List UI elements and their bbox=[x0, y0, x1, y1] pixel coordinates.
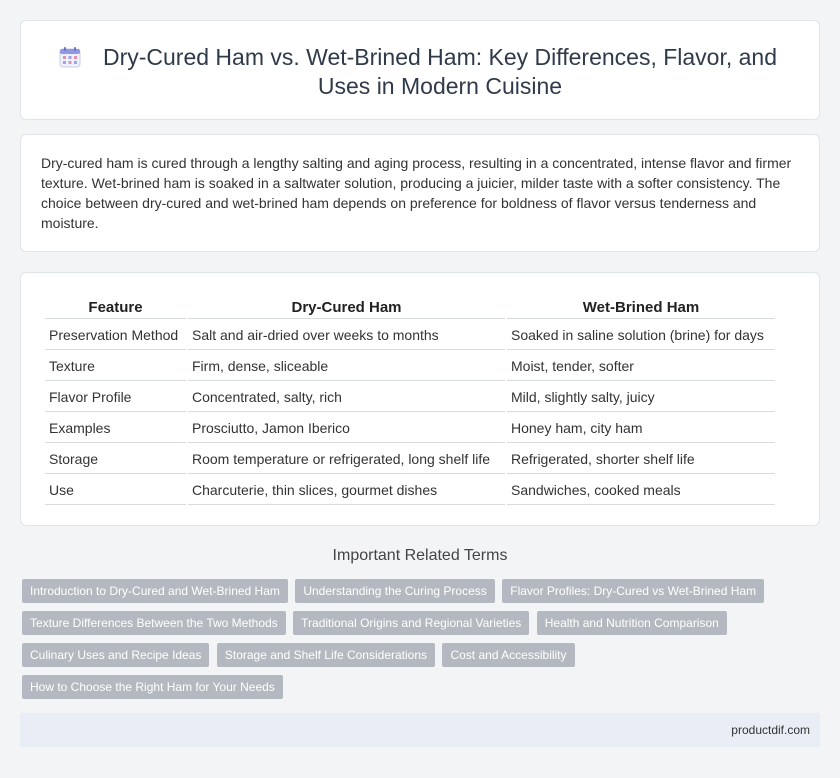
dry-cured-cell: Charcuterie, thin slices, gourmet dishes bbox=[188, 476, 505, 505]
table-card bbox=[20, 272, 820, 526]
feature-cell: Examples bbox=[45, 414, 186, 443]
title-wrap bbox=[21, 43, 819, 101]
table-row bbox=[45, 321, 775, 350]
dry-cured-cell: Room temperature or refrigerated, long shelf life bbox=[188, 445, 505, 474]
related-term-tag[interactable]: Texture Differences Between the Two Methods bbox=[22, 611, 286, 635]
feature-cell: Preservation Method bbox=[45, 321, 186, 350]
related-term-tag[interactable]: Understanding the Curing Process bbox=[295, 579, 494, 603]
table-header-row bbox=[45, 297, 775, 319]
dry-cured-cell: Salt and air-dried over weeks to months bbox=[188, 321, 505, 350]
wet-brined-cell: Moist, tender, softer bbox=[507, 352, 775, 381]
feature-cell: Flavor Profile bbox=[45, 383, 186, 412]
dry-cured-cell: Firm, dense, sliceable bbox=[188, 352, 505, 381]
wet-brined-cell: Soaked in saline solution (brine) for days bbox=[507, 321, 775, 350]
intro-card bbox=[20, 134, 820, 252]
related-terms-heading: Important Related Terms bbox=[332, 547, 508, 564]
related-term-tag[interactable]: Cost and Accessibility bbox=[442, 643, 574, 667]
wet-brined-cell: Refrigerated, shorter shelf life bbox=[507, 445, 775, 474]
intro-text: Dry-cured ham is cured through a lengthy salting and aging process, resulting in a concentrated, intense flavor and firmer texture. Wet-brined ham is soaked in a saltwater solution, producing a juicier, milder taste with a softer consistency. The choice between dry-cured and wet-brined ham depends on preference for boldness of flavor versus tenderness and moisture. bbox=[41, 155, 792, 231]
table-row bbox=[45, 383, 775, 412]
related-term-tag[interactable]: Storage and Shelf Life Considerations bbox=[217, 643, 435, 667]
comparison-table bbox=[43, 295, 777, 507]
title-card bbox=[20, 20, 820, 120]
feature-cell: Use bbox=[45, 476, 186, 505]
table-row bbox=[45, 445, 775, 474]
footer-site-link[interactable]: productdif.com bbox=[731, 723, 810, 737]
wet-brined-cell: Honey ham, city ham bbox=[507, 414, 775, 443]
table-row bbox=[45, 476, 775, 505]
header-dry-cured: Dry-Cured Ham bbox=[188, 297, 505, 319]
wet-brined-cell: Sandwiches, cooked meals bbox=[507, 476, 775, 505]
page-title: Dry-Cured Ham vs. Wet-Brined Ham: Key Differences, Flavor, and Uses in Modern Cuisine bbox=[102, 44, 778, 99]
dry-cured-cell: Prosciutto, Jamon Iberico bbox=[188, 414, 505, 443]
related-term-tag[interactable]: Traditional Origins and Regional Varieties bbox=[293, 611, 529, 635]
feature-cell: Texture bbox=[45, 352, 186, 381]
table-row bbox=[45, 414, 775, 443]
table-row bbox=[45, 352, 775, 381]
related-term-tag[interactable]: How to Choose the Right Ham for Your Needs bbox=[22, 675, 283, 699]
related-term-tag[interactable]: Introduction to Dry-Cured and Wet-Brined Ham bbox=[22, 579, 288, 603]
dry-cured-cell: Concentrated, salty, rich bbox=[188, 383, 505, 412]
related-term-tag[interactable]: Health and Nutrition Comparison bbox=[537, 611, 727, 635]
footer-bar bbox=[20, 713, 820, 747]
related-term-tag[interactable]: Flavor Profiles: Dry-Cured vs Wet-Brined Ham bbox=[502, 579, 764, 603]
header-wet-brined: Wet-Brined Ham bbox=[507, 297, 775, 319]
wet-brined-cell: Mild, slightly salty, juicy bbox=[507, 383, 775, 412]
header-feature: Feature bbox=[45, 297, 186, 319]
related-terms-list bbox=[22, 579, 802, 707]
feature-cell: Storage bbox=[45, 445, 186, 474]
related-term-tag[interactable]: Culinary Uses and Recipe Ideas bbox=[22, 643, 209, 667]
